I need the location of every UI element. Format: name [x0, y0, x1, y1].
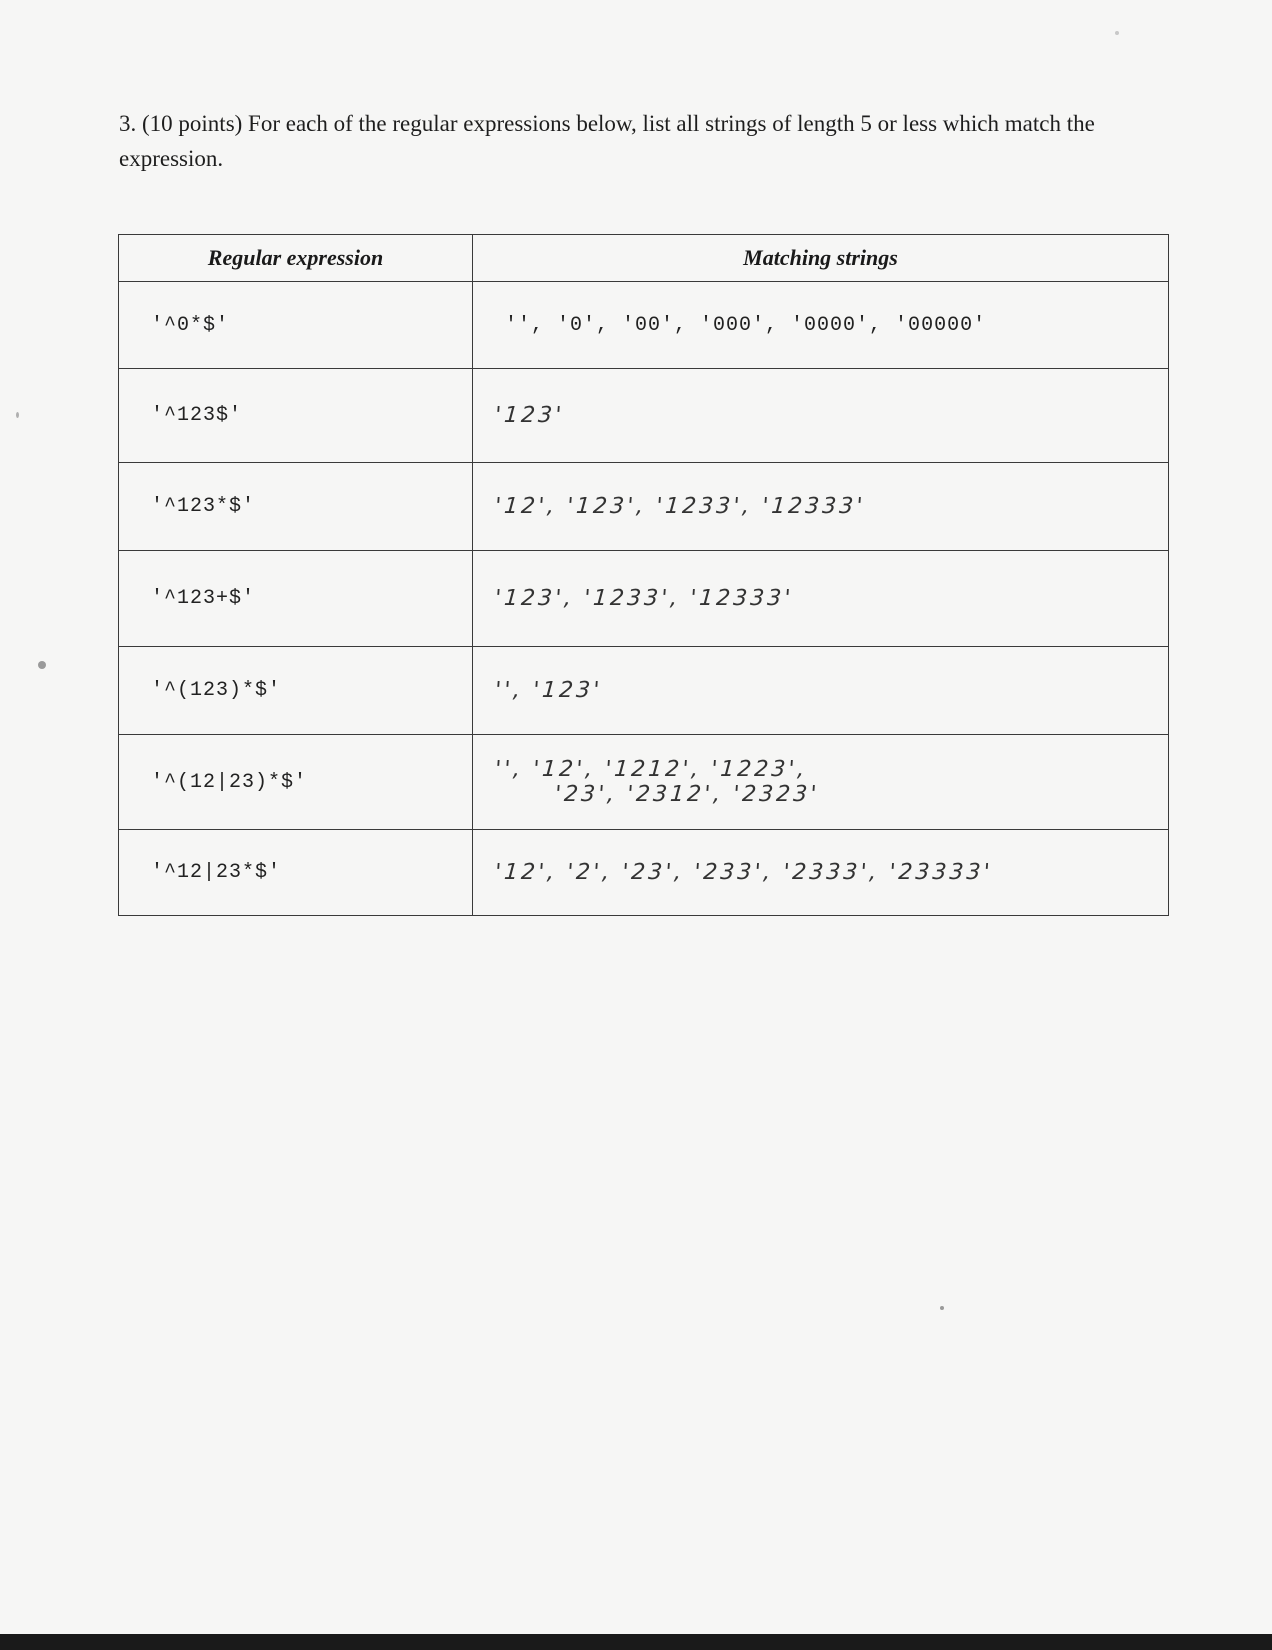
- table-row: [119, 463, 1169, 551]
- matches-cell: [473, 282, 1169, 369]
- paper-speck: [940, 1306, 944, 1310]
- table-row: [119, 735, 1169, 830]
- table-row: [119, 830, 1169, 916]
- table-row: [119, 282, 1169, 369]
- handwritten-answer: '12', '2', '23', '233', '2333', '23333': [494, 860, 994, 885]
- regex-cell: '^(12|23)*$': [119, 735, 473, 830]
- header-regular-expression: Regular expression: [119, 235, 473, 282]
- regex-cell: '^12|23*$': [119, 830, 473, 916]
- matches-cell: [473, 463, 1169, 551]
- header-matching-strings: Matching strings: [473, 235, 1169, 282]
- regex-cell: '^123$': [119, 369, 473, 463]
- regex-cell: '^0*$': [119, 282, 473, 369]
- question-text: 3. (10 points) For each of the regular expressions below, list all strings of length 5 or less which match the expression.: [119, 111, 1095, 171]
- matches-cell: [473, 551, 1169, 647]
- paper-speck: [1115, 31, 1119, 35]
- regex-cell: '^(123)*$': [119, 647, 473, 735]
- regex-cell: '^123*$': [119, 463, 473, 551]
- handwritten-answer: '123', '1233', '12333': [494, 586, 795, 611]
- table-header-row: [119, 235, 1169, 282]
- matches-cell: [473, 830, 1169, 916]
- table-row: [119, 551, 1169, 647]
- paper-speck: [38, 661, 46, 669]
- handwritten-answer: '123': [494, 403, 565, 428]
- matches-cell: [473, 735, 1169, 830]
- matches-cell: [473, 647, 1169, 735]
- handwritten-answer: '', '123': [494, 678, 604, 703]
- handwritten-answer-line-2: '23', '2312', '2323': [554, 782, 821, 807]
- regex-table: [118, 234, 1169, 916]
- matches-line: '', '0', '00', '000', '0000', '00000': [505, 313, 987, 337]
- regex-cell: '^123+$': [119, 551, 473, 647]
- matches-cell: [473, 369, 1169, 463]
- handwritten-answer-line-1: '', '12', '1212', '1223',: [494, 757, 809, 782]
- paper-speck: [16, 412, 19, 418]
- table-row: [119, 369, 1169, 463]
- table-row: [119, 647, 1169, 735]
- scan-bottom-edge: [0, 1634, 1272, 1650]
- handwritten-answer: '12', '123', '1233', '12333': [494, 494, 867, 519]
